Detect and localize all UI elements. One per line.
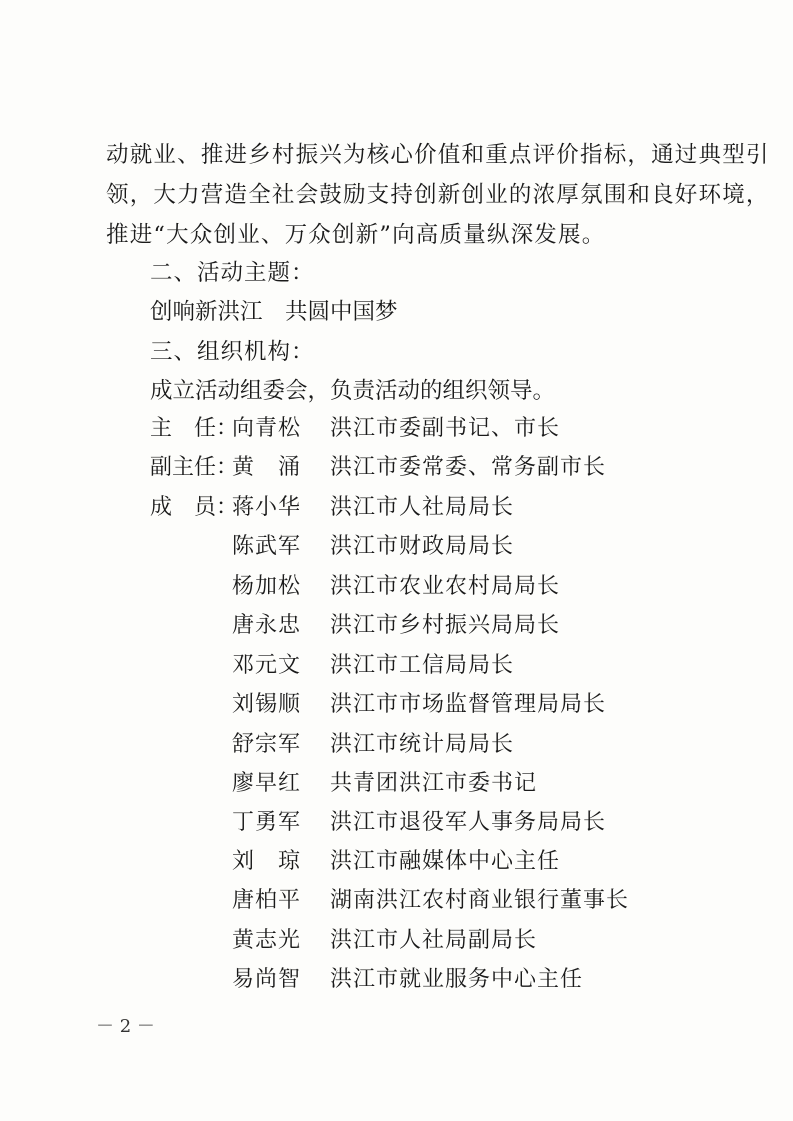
member-name: 唐永忠 <box>232 613 302 638</box>
member-name: 刘 琼 <box>232 849 302 874</box>
member-title: 洪江市市场监督管理局局长 <box>330 692 607 717</box>
member-title: 共青团洪江市委书记 <box>330 771 538 796</box>
member-title: 洪江市就业服务中心主任 <box>330 967 584 992</box>
member-title: 湖南洪江农村商业银行董事长 <box>330 888 630 913</box>
member-title: 洪江市人社局局长 <box>330 495 515 520</box>
member-title: 洪江市农业农村局局长 <box>330 574 561 599</box>
member-name: 邓元文 <box>232 653 302 678</box>
member-name: 丁勇军 <box>232 810 302 835</box>
member-name: 廖早红 <box>232 771 302 796</box>
member-role: 成 员： <box>150 495 239 520</box>
member-name: 蒋小华 <box>232 495 302 520</box>
paragraph-line-1: 动就业、推进乡村振兴为核心价值和重点评价指标，通过典型引 <box>106 142 770 168</box>
section-2-heading: 二、活动主题： <box>150 260 315 286</box>
member-name: 陈武军 <box>232 534 302 559</box>
member-name: 刘锡顺 <box>232 692 302 717</box>
activity-theme-text: 创响新洪江 共圆中国梦 <box>150 299 398 325</box>
organization-intro: 成立活动组委会，负责活动的组织领导。 <box>150 378 556 404</box>
member-role: 副主任： <box>150 455 239 480</box>
paragraph-line-3: 推进“大众创业、万众创新”向高质量纵深发展。 <box>106 222 606 248</box>
member-name: 黄志光 <box>232 928 302 953</box>
member-title: 洪江市委常委、常务副市长 <box>330 455 607 480</box>
member-title: 洪江市退役军人事务局局长 <box>330 810 607 835</box>
section-3-heading: 三、组织机构： <box>150 339 315 365</box>
member-role: 主 任： <box>150 416 239 441</box>
member-name: 舒宗军 <box>232 732 302 757</box>
paragraph-line-2: 领，大力营造全社会鼓励支持创新创业的浓厚氛围和良好环境， <box>106 182 770 208</box>
member-title: 洪江市人社局副局长 <box>330 928 538 953</box>
member-name: 易尚智 <box>232 967 302 992</box>
member-title: 洪江市工信局局长 <box>330 653 515 678</box>
member-title: 洪江市财政局局长 <box>330 534 515 559</box>
member-title: 洪江市融媒体中心主任 <box>330 849 561 874</box>
member-title: 洪江市委副书记、市长 <box>330 416 561 441</box>
member-name: 黄 涌 <box>232 455 302 480</box>
member-name: 杨加松 <box>232 574 302 599</box>
member-title: 洪江市乡村振兴局局长 <box>330 613 561 638</box>
member-name: 向青松 <box>232 416 302 441</box>
member-title: 洪江市统计局局长 <box>330 732 515 757</box>
member-name: 唐柏平 <box>232 888 302 913</box>
page-number: － 2 － <box>96 1016 155 1037</box>
